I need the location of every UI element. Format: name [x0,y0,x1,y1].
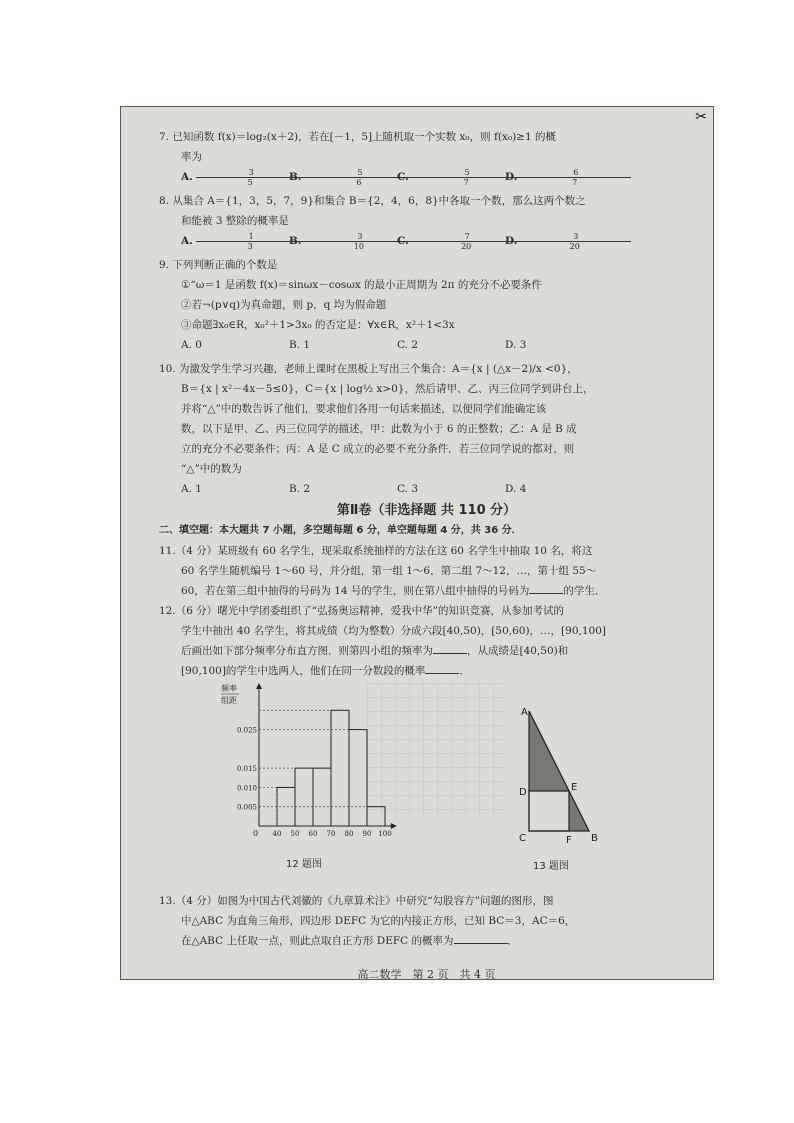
x-tick-label: 90 [362,830,372,838]
q9-option-d: D. 3 [505,339,527,351]
q13-answer-blank [454,931,508,944]
q8-options [159,231,694,251]
q7-option-d: D. $\frac{6}{7}$ [505,167,613,187]
q12-line4: [90,100]的学生中选两人，他们在同一分数段的概率 ． [159,661,694,681]
vertex-label-e: E [571,782,578,793]
q10-line1: 10. 为激发学生学习兴趣，老师上课时在黑板上写出三个集合：A＝{x | (△x－2)/x <0}， [159,363,578,375]
y-tick-label: 0.015 [236,765,257,774]
q8-option-b: B. $\frac{3}{10}$ [289,231,397,251]
q9-option-c: C. 2 [397,339,419,351]
photographed-page [120,106,714,980]
vertex-label-b: B [591,833,598,844]
q10-option-a: A. 1 [181,483,202,495]
question-7 [159,127,694,187]
q9-options [159,335,694,355]
q13-line3: 在△ABC 上任取一点，则此点取自正方形 DEFC 的概率为 ． [159,931,694,951]
vertex-label-d: D [519,787,527,798]
q7-option-c: C. $\frac{5}{7}$ [397,167,505,187]
section-2-title: 第Ⅱ卷（非选择题 共 110 分） [336,503,517,518]
q12-line1: 12.（6 分）曙光中学团委组织了“弘扬奥运精神，爱我中华”的知识竞赛，从参加考试的 [159,605,564,617]
x-tick-label: 60 [308,830,318,838]
q11-line3: 60，若在第三组中抽得的号码为 14 号的学生，则在第八组中抽得的号码为 的学生． [159,581,694,601]
x-tick-label: 100 [378,830,392,838]
q10-line4: 数，以下是甲、乙、丙三位同学的描述，甲：此数为小于 6 的正整数；乙：A 是 B 成 [181,423,577,435]
question-12 [159,601,694,681]
x-tick-label: 40 [272,830,282,838]
q10-option-d: D. 4 [505,483,527,495]
q11-line2: 60 名学生随机编号 1～60 号，并分组，第一组 1～6，第二组 7～12，…，第十组 55～ [181,565,597,577]
q9-option-a: A. 0 [181,339,202,351]
vertex-label-f: F [566,835,572,846]
x-tick-label: 80 [344,830,354,838]
q8-line1: 8. 从集合 A＝{1，3，5，7，9}和集合 B＝{2，4，6，8}中各取一个数，那么这两个数之 [159,195,586,207]
question-8 [159,191,694,251]
histogram-bar [331,710,349,826]
q13-line1: 13.（4 分）如图为中国古代刘徽的《九章算术注》中研究“勾股容方”问题的图形，图 [159,895,554,907]
histogram-bar [295,768,313,826]
histogram-bar [367,807,385,826]
question-11 [159,541,694,601]
q12-line2: 学生中抽出 40 名学生，将其成绩（均为整数）分成六段[40,50)，[50,60)，…，[90,100] [181,625,606,637]
q8-option-a: A. $\frac{1}{3}$ [181,231,289,251]
x-axis-arrow [391,823,397,829]
figure-12-caption: 12 题图 [286,859,322,870]
question-10 [159,359,694,499]
y-tick-label: 0.005 [236,803,257,812]
question-9 [159,255,694,355]
histogram-bar [313,768,331,826]
q9-item-2: ②若¬(p∨q)为真命题，则 p，q 均为假命题 [181,299,387,311]
q11-line1: 11.（4 分）某班级有 60 名学生，现采取系统抽样的方法在这 60 名学生中抽取 10 名，将这 [159,545,593,557]
q7-line2: 率为 [181,151,202,163]
vertex-label-c: C [519,833,526,844]
q10-option-b: B. 2 [289,483,311,495]
q7-line1: 7. 已知函数 f(x)＝log₂(x＋2)，若在[－1，5]上随机取一个实数 x₀，则 f(x₀)≥1 的概 [159,131,556,143]
page-content [159,127,694,980]
q7-option-b: B. $\frac{5}{6}$ [289,167,397,187]
q10-line5: 立的充分不必要条件；丙：A 是 C 成立的必要不充分条件．若三位同学说的都对，则 [181,443,575,455]
triangle-figure-13 [499,681,629,861]
q10-option-c: C. 3 [397,483,419,495]
origin-label: 0 [253,829,259,838]
y-tick-label: 0.010 [236,784,257,793]
q12-line3: 后画出如下部分频率分布直方图．则第四小组的频率为 ，从成绩是[40,50)和 [159,641,694,661]
histogram-bar [349,730,367,826]
vertex-label-a: A [521,707,528,718]
q10-line2: B＝{x | x²－4x－5≤0}，C＝{x | log½ x>0}，然后请甲、乙、丙三位同学到讲台上， [181,383,594,395]
q9-option-b: B. 1 [289,339,311,351]
figure-13-caption: 13 题图 [533,861,569,872]
y-label-numerator: 频率 [221,684,237,693]
y-label-denominator: 组距 [221,696,237,705]
page-footer: 高二数学 第 2 页 共 4 页 [357,968,496,980]
x-tick-label: 70 [326,830,336,838]
q7-option-a: A. $\frac{3}{5}$ [181,167,289,187]
corner-mark-icon: ✂ [695,109,707,125]
q13-line2: 中△ABC 为直角三角形，四边形 DEFC 为它的内接正方形，已知 BC＝3，AC＝6， [181,915,576,927]
q8-option-d: D. $\frac{3}{20}$ [505,231,613,251]
q10-options [159,479,694,499]
q12-blank-2 [425,661,459,674]
inscribed-square [529,791,569,831]
question-13 [159,891,694,951]
q11-answer-blank [529,581,563,594]
y-tick-label: 0.025 [236,726,257,735]
q9-line1: 9. 下列判断正确的个数是 [159,259,278,271]
y-axis-arrow [256,683,262,689]
q9-item-3: ③命题∃x₀∈R，x₀²＋1>3x₀ 的否定是：∀x∈R，x²＋1<3x [181,319,455,331]
q8-line2: 和能被 3 整除的概率是 [181,215,289,227]
q9-item-1: ①“ω＝1 是函数 f(x)＝sinωx－cosωx 的最小正周期为 2π 的充分不必要条件 [181,279,542,291]
q10-line3: 并将“△”中的数告诉了他们，要求他们各用一句话来描述，以便同学们能确定该 [181,403,547,415]
histogram-figure-12 [219,681,409,851]
q7-options [159,167,694,187]
figures-row [159,681,694,891]
q10-line6: “△”中的数为 [181,463,242,475]
q8-option-c: C. $\frac{7}{20}$ [397,231,505,251]
x-tick-label: 50 [290,830,300,838]
q12-blank-1 [433,641,467,654]
section-2-heading: 二、填空题：本大题共 7 小题，多空题每题 6 分，单空题每题 4 分，共 36 分． [159,525,522,536]
